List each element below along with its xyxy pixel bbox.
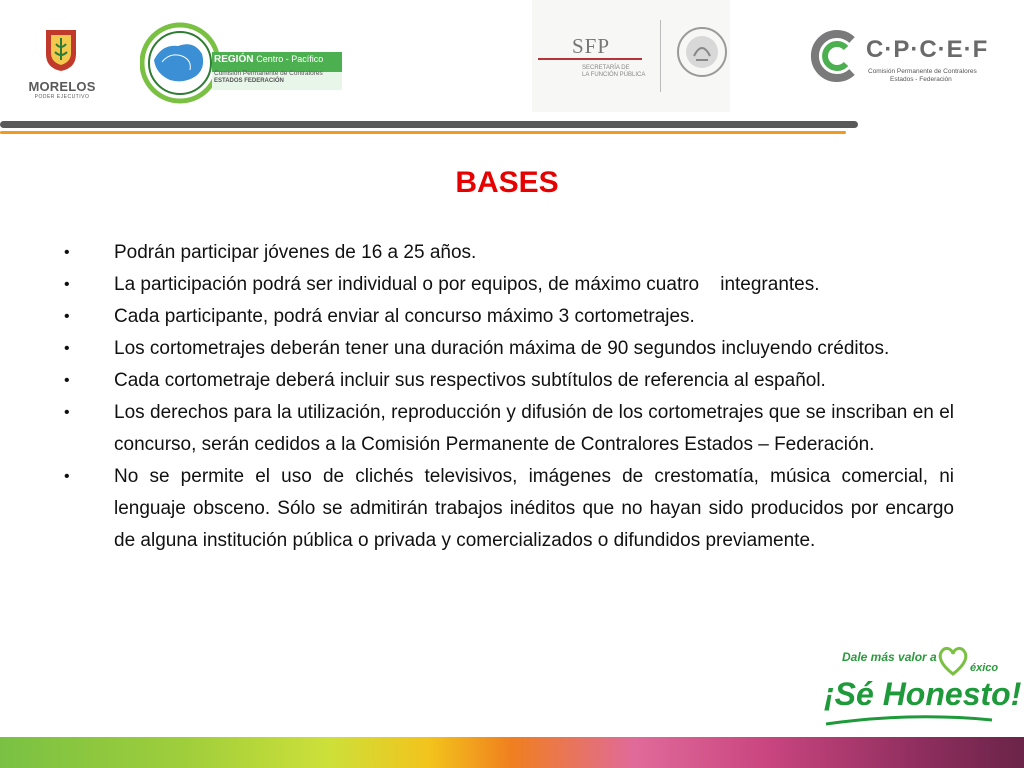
bullet-dot-icon: •	[64, 404, 70, 421]
bullet-dot-icon: •	[64, 276, 70, 293]
cpcef-line2: Estados - Federación	[890, 76, 952, 83]
page-title: BASES	[455, 166, 559, 199]
bullet-text: La participación podrá ser individual o por equipos, de máximo cuatro integrantes.	[114, 274, 820, 295]
region-map-icon	[140, 22, 220, 104]
bullet-dot-icon: •	[64, 468, 70, 485]
se-honesto-logo	[820, 640, 1022, 730]
swoosh-icon	[824, 714, 994, 726]
bullet-dot-icon: •	[64, 340, 70, 357]
morelos-shield-icon	[44, 28, 78, 72]
region-title: REGIÓN Centro - Pacífico	[214, 54, 324, 65]
morelos-name: MORELOS	[28, 79, 96, 94]
se-honesto-tagline: Dale más valor a	[842, 650, 937, 664]
sfp-divider	[660, 20, 661, 92]
bullet-item	[62, 397, 954, 461]
sfp-rule	[538, 58, 642, 60]
bullet-text: No se permite el uso de clichés televisivos, imágenes de crestomatía, música comercial, ni lenguaje obsceno. Sólo se admitirán trabajos inéditos que no hayan sido producidos por encargo de alguna institución pública o privada y comercializados o difundidos previamente.	[114, 466, 954, 551]
bullet-item	[62, 333, 954, 365]
se-honesto-tagline-end: éxico	[970, 662, 999, 674]
national-seal-icon	[676, 22, 728, 82]
bullet-item	[62, 269, 954, 301]
sfp-logo	[532, 0, 730, 112]
sfp-acronym: SFP	[572, 34, 611, 58]
morelos-subtitle: PODER EJECUTIVO	[34, 94, 90, 100]
sfp-subtitle: SECRETARÍA DE LA FUNCIÓN PÚBLICA	[582, 65, 646, 78]
bullet-item	[62, 237, 954, 269]
bullet-text: Los derechos para la utilización, reproducción y difusión de los cortometrajes que se inscriban en el concurso, serán cedidos a la Comisión Permanente de Contralores Estados – Federación.	[114, 402, 954, 455]
cpcef-logo	[806, 28, 996, 90]
bullet-text: Cada participante, podrá enviar al concurso máximo 3 cortometrajes.	[114, 306, 695, 327]
bullet-item	[62, 461, 954, 557]
se-honesto-slogan: ¡Sé Honesto!	[824, 676, 1022, 712]
header-rule-orange	[0, 131, 846, 134]
region-line2: ESTADOS FEDERACIÓN	[214, 78, 284, 84]
bullet-item	[62, 365, 954, 397]
bullet-text: Podrán participar jóvenes de 16 a 25 años.	[114, 242, 477, 263]
bullet-dot-icon: •	[64, 244, 70, 261]
bullet-text: Los cortometrajes deberán tener una duración máxima de 90 segundos incluyendo créditos.	[114, 338, 890, 359]
region-logo	[140, 22, 348, 104]
cpcef-acronym: C·P·C·E·F	[866, 36, 989, 63]
bullet-item	[62, 301, 954, 333]
morelos-logo	[22, 28, 102, 108]
bullet-dot-icon: •	[64, 308, 70, 325]
bottom-gradient-bar	[0, 737, 1024, 768]
heart-icon	[936, 644, 970, 678]
header-rule-dark	[0, 121, 858, 128]
bullet-dot-icon: •	[64, 372, 70, 389]
cpcef-line1: Comisión Permanente de Contralores	[868, 68, 977, 75]
region-line1: Comisión Permanente de Contralores	[214, 70, 323, 77]
bases-list	[62, 237, 954, 557]
bullet-text: Cada cortometraje deberá incluir sus respectivos subtítulos de referencia al español.	[114, 370, 826, 391]
cpcef-c-icon	[806, 28, 860, 84]
